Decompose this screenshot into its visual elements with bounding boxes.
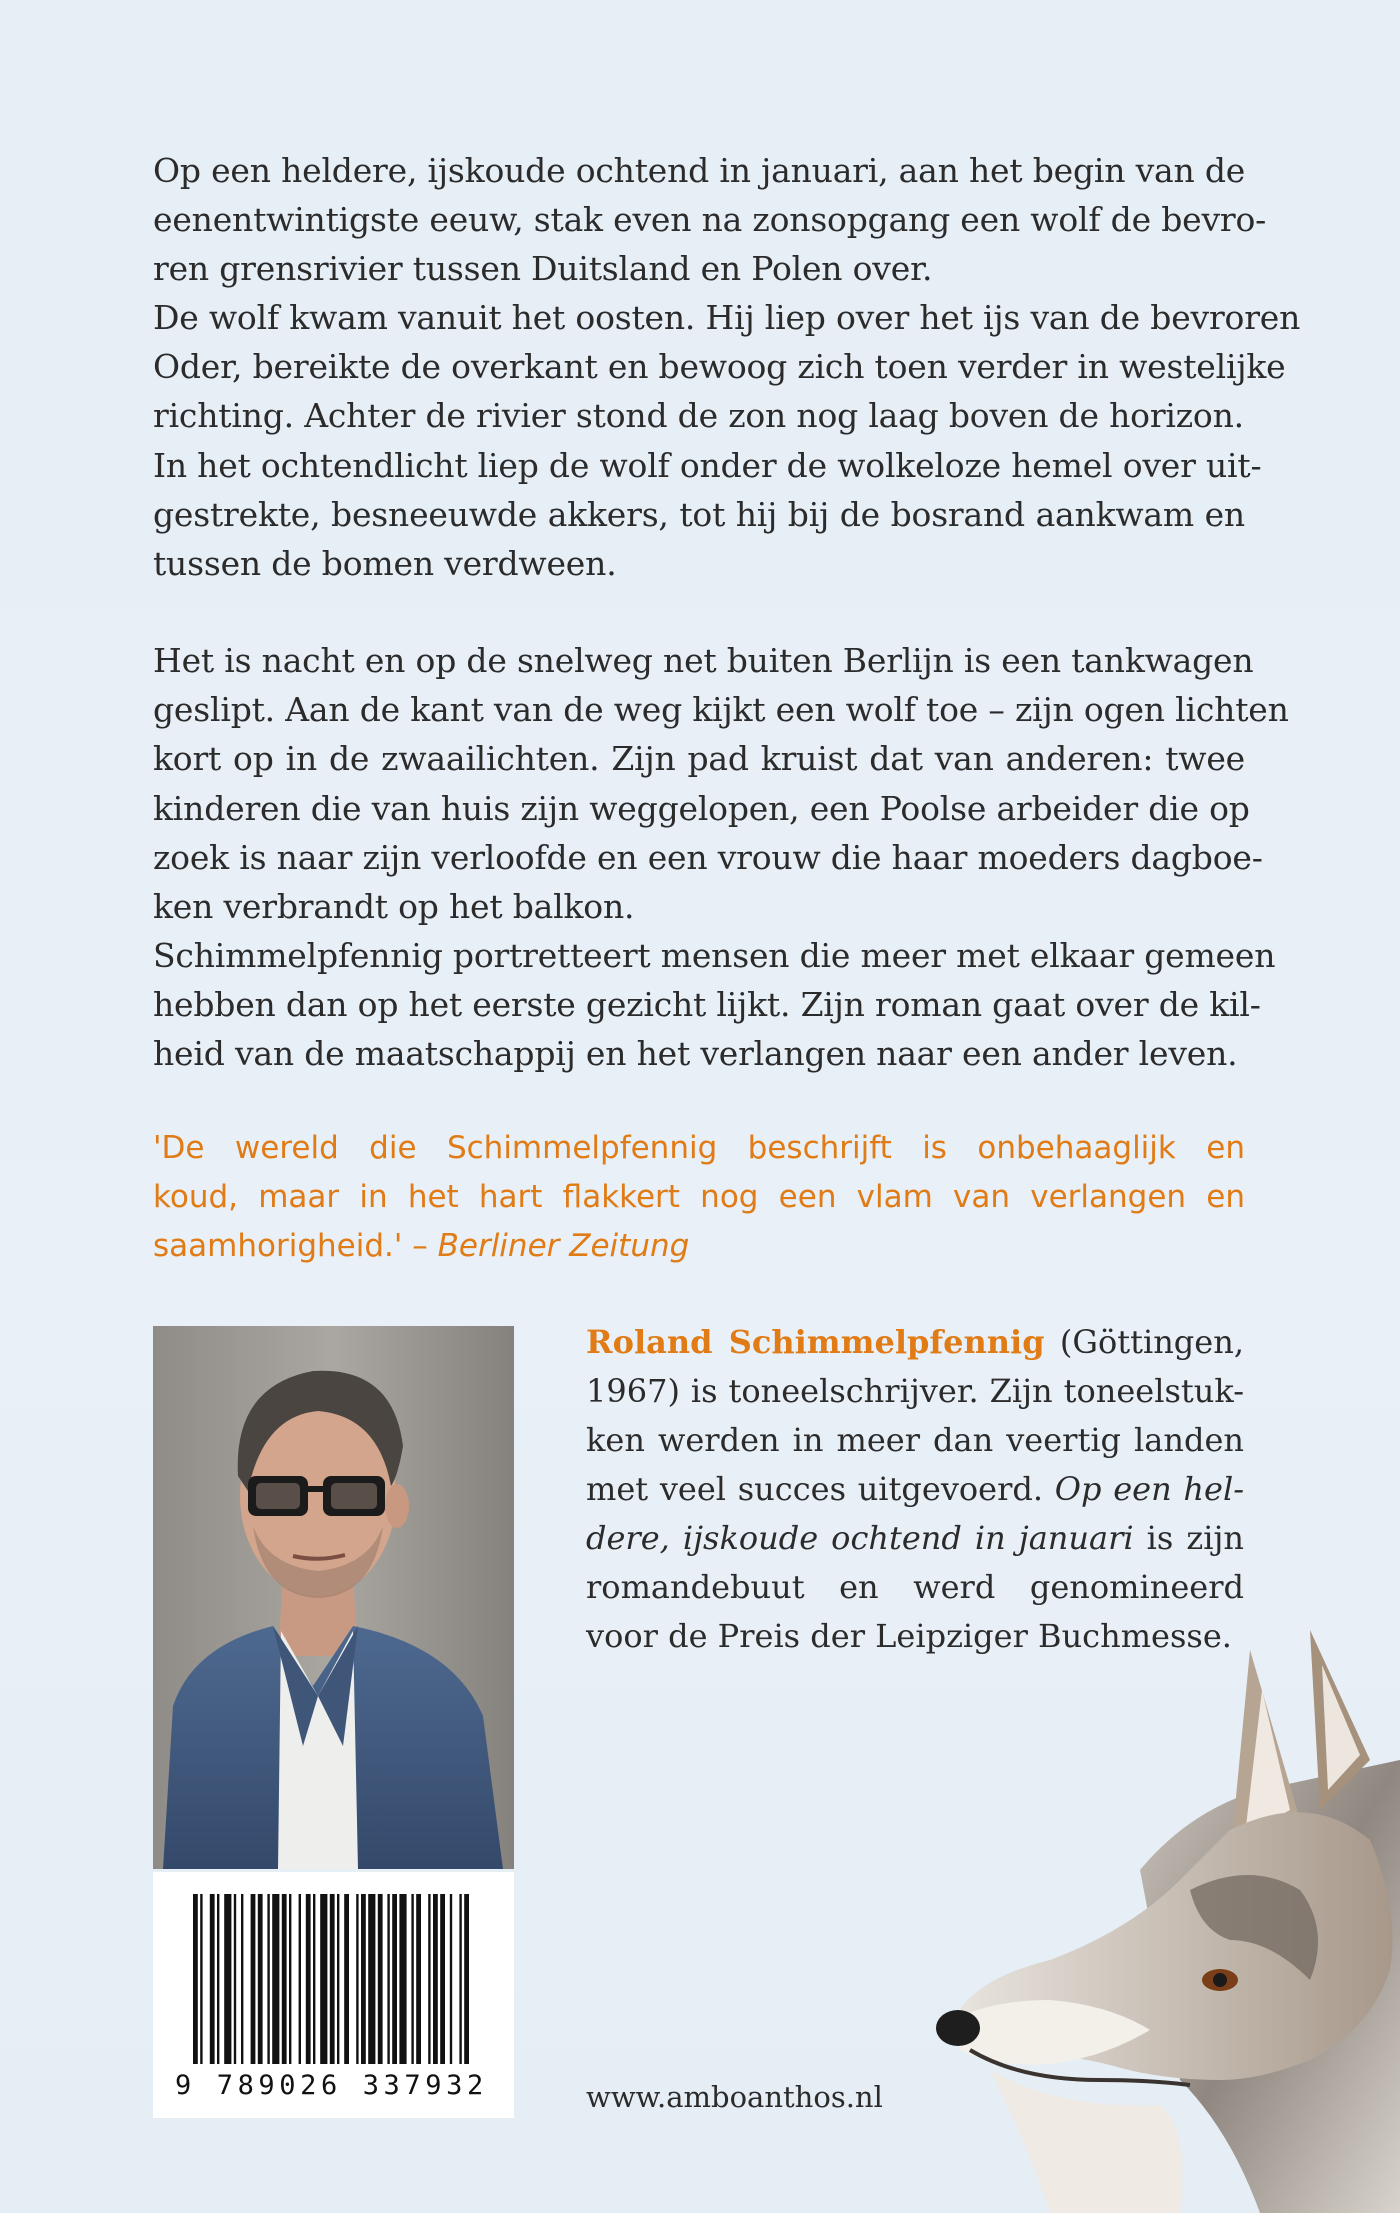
author-photo [153,1326,514,1869]
barcode-bar [299,1894,301,2064]
bio-line [586,1465,1244,1514]
barcode-bar [258,1894,263,2064]
barcode-bar [306,1894,311,2064]
isbn-number: 9 789026 337932 [175,2070,488,2101]
bio-line: 1967) is toneelschrijver. Zijn toneelstuk- [586,1372,1244,1410]
blurb-paragraph-3 [153,441,1262,589]
barcode [153,1872,514,2118]
blurb-line: Oder, bereikte de overkant en bewoog zich toen verder in westelijke [153,347,1286,387]
barcode-bar [387,1894,389,2064]
blurb-line: Op een heldere, ijskoude ochtend in januari, aan het begin van de [153,151,1246,190]
barcode-bar [361,1894,366,2064]
blurb-line: geslipt. Aan de kant van de weg kijkt een wolf toe – zijn ogen lichten [153,690,1289,730]
bio-text: met veel succes uitgevoerd. [586,1470,1055,1508]
quote-line: koud, maar in het hart flakkert nog een vlam van verlangen en [153,1179,1245,1215]
barcode-bar [217,1894,219,2064]
blurb-line: Het is nacht en op de snelweg net buiten Berlijn is een tankwagen [153,641,1254,680]
quote-dash: – [402,1228,438,1264]
blurb-paragraph-5 [153,931,1276,1079]
barcode-bar [459,1894,461,2064]
barcode-bar [428,1894,430,2064]
blurb-line: heid van de maatschappij en het verlangen naar een ander leven. [153,1034,1238,1074]
blurb-line: zoek is naar zijn verloofde en een vrouw die haar moeders dagboe- [153,837,1263,877]
barcode-bar [392,1894,397,2064]
barcode-bar [193,1894,198,2064]
barcode-bar [399,1894,406,2064]
barcode-bar [234,1894,236,2064]
blurb-line: ken verbrandt op het balkon. [153,887,635,927]
barcode-bars [153,1872,514,2072]
barcode-bar [411,1894,413,2064]
blurb-line: kort op in de zwaailichten. Zijn pad kruist dat van anderen: twee [153,739,1245,779]
bio-line: romandebuut en werd genomineerd [586,1568,1244,1606]
blurb-line: De wolf kwam vanuit het oosten. Hij liep over het ijs van de bevroren [153,298,1301,337]
blurb-line: Schimmelpfennig portretteert mensen die meer met elkaar gemeen [153,936,1276,975]
blurb-paragraph-4 [153,636,1289,931]
publisher-website[interactable]: www.amboanthos.nl [586,2080,883,2114]
barcode-bar [289,1894,291,2064]
quote-source: Berliner Zeitung [437,1228,690,1264]
book-title: Op een hel- [1054,1470,1245,1508]
barcode-bar [440,1894,445,2064]
blurb-line: In het ochtendlicht liep de wolf onder de wolkeloze hemel over uit- [153,446,1262,485]
barcode-bar [267,1894,269,2064]
wolf-illustration [930,1610,1400,2213]
author-name: Roland Schimmelpfennig [586,1323,1045,1361]
blurb-paragraph-2 [153,293,1301,441]
blurb-line: ren grensrivier tussen Duitsland en Polen over. [153,249,933,289]
review-quote [153,1124,1245,1271]
blurb-line: tussen de bomen verdween. [153,544,617,584]
barcode-bar [320,1894,327,2064]
barcode-bar [224,1894,231,2064]
quote-text: saamhorigheid.' [153,1228,403,1264]
bio-text: (Göttingen, [1044,1323,1245,1361]
barcode-bar [450,1894,452,2064]
barcode-bar [330,1894,335,2064]
blurb-paragraph-1 [153,146,1267,294]
blurb-line: richting. Achter de rivier stond de zon nog laag boven de horizon. [153,396,1244,436]
blurb-line: eenentwintigste eeuw, stak even na zonsopgang een wolf de bevro- [153,200,1267,240]
quote-line: 'De wereld die Schimmelpfennig beschrijft is onbehaaglijk en [153,1130,1245,1166]
barcode-bar [337,1894,339,2064]
bio-text: is zijn [1133,1519,1245,1557]
bio-line: voor de Preis der Leipziger Buchmesse. [586,1617,1232,1655]
bio-line: ken werden in meer dan veertig landen [586,1421,1244,1459]
barcode-bar [344,1894,349,2064]
barcode-bar [378,1894,383,2064]
barcode-bar [200,1894,202,2064]
blurb-line: gestrekte, besneeuwde akkers, tot hij bij de bosrand aankwam en [153,495,1245,535]
barcode-bar [368,1894,375,2064]
barcode-bar [433,1894,438,2064]
blurb-line: hebben dan op het eerste gezicht lijkt. Zijn roman gaat over de kil- [153,985,1261,1025]
book-title: dere, ijskoude ochtend in januari [586,1519,1134,1557]
barcode-bar [313,1894,315,2064]
barcode-bar [464,1894,469,2064]
barcode-bar [210,1894,215,2064]
bio-line [586,1318,1244,1367]
bio-line [586,1514,1244,1563]
quote-line-last [153,1222,1245,1271]
barcode-bar [416,1894,421,2064]
blurb-line: kinderen die van huis zijn weggelopen, een Poolse arbeider die op [153,788,1250,828]
barcode-bar [272,1894,279,2064]
author-portrait-illustration [153,1326,514,1869]
barcode-bar [241,1894,243,2064]
barcode-bar [251,1894,256,2064]
barcode-bar [282,1894,287,2064]
barcode-bar [356,1894,358,2064]
